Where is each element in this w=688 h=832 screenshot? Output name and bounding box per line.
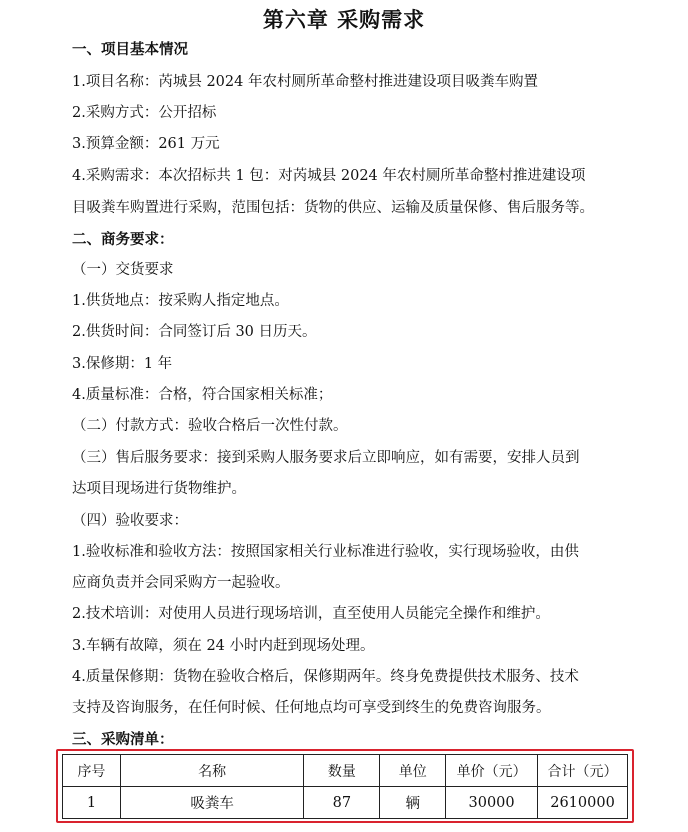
after-sales-line: （三）售后服务要求：接到采购人服务要求后立即响应，如有需要，安排人员到 [72,450,580,466]
section-heading-business: 二、商务要求： [72,232,174,248]
header-index: 序号 [63,755,121,787]
chapter-title: 第六章 采购需求 [262,8,426,32]
header-name: 名称 [120,755,304,787]
quality-warranty-line-cont: 支持及咨询服务，在任何时候、任何地点均可享受到终生的免费咨询服务。 [72,700,551,716]
section-heading-basic-info: 一、项目基本情况 [72,42,188,58]
cell-index: 1 [63,787,121,819]
acceptance-standard-line-cont: 应商负责并会同采购方一起验收。 [72,575,290,591]
header-quantity: 数量 [304,755,380,787]
acceptance-subheading: （四）验收要求： [72,513,188,529]
cell-unit: 辆 [380,787,446,819]
delivery-requirements-subheading: （一）交货要求 [72,262,174,278]
cell-unit-price: 30000 [446,787,538,819]
header-unit-price: 单价（元） [446,755,538,787]
procurement-method-line: 2.采购方式：公开招标 [72,105,217,121]
header-unit: 单位 [380,755,446,787]
vehicle-fault-line: 3.车辆有故障，须在 24 小时内赶到现场处理。 [72,638,375,654]
procurement-table [62,754,628,819]
cell-total: 2610000 [538,787,628,819]
delivery-location-line: 1.供货地点：按采购人指定地点。 [72,293,289,309]
warranty-period-line: 3.保修期：1 年 [72,356,173,372]
delivery-time-line: 2.供货时间：合同签订后 30 日历天。 [72,324,317,340]
quality-warranty-line: 4.质量保修期：货物在验收合格后，保修期两年。终身免费提供技术服务、技术 [72,669,579,685]
procurement-need-line: 4.采购需求：本次招标共 1 包：对芮城县 2024 年农村厕所革命整村推进建设项 [72,168,586,184]
table-header-row [63,755,628,787]
table-row [63,787,628,819]
cell-name: 吸粪车 [120,787,304,819]
acceptance-standard-line: 1.验收标准和验收方法：按照国家相关行业标准进行验收，实行现场验收，由供 [72,544,579,560]
budget-amount-line: 3.预算金额：261 万元 [72,136,220,152]
cell-quantity: 87 [304,787,380,819]
header-total: 合计（元） [538,755,628,787]
payment-method-line: （二）付款方式：验收合格后一次性付款。 [72,418,348,434]
quality-standard-line: 4.质量标准：合格，符合国家相关标准； [72,387,333,403]
section-heading-procurement-list: 三、采购清单： [72,732,174,748]
technical-training-line: 2.技术培训：对使用人员进行现场培训，直至使用人员能完全操作和维护。 [72,606,550,622]
procurement-need-line-cont: 目吸粪车购置进行采购，范围包括：货物的供应、运输及质量保修、售后服务等。 [72,200,594,216]
after-sales-line-cont: 达项目现场进行货物维护。 [72,481,246,497]
project-name-line: 1.项目名称：芮城县 2024 年农村厕所革命整村推进建设项目吸粪车购置 [72,74,538,90]
